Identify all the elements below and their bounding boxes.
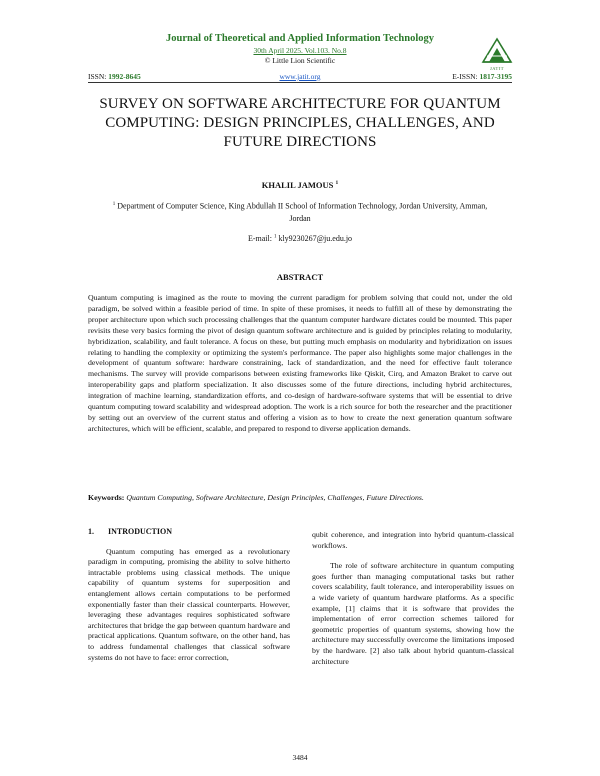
email-label: E-mail:	[247, 234, 272, 243]
abstract-heading: ABSTRACT	[276, 272, 324, 282]
affiliation-sup: 1	[112, 202, 116, 207]
keywords-label: Keywords:	[88, 493, 125, 502]
author-email	[0, 234, 600, 243]
issn-value: 1992-8645	[108, 72, 141, 81]
section-heading-introduction	[88, 527, 290, 538]
journal-name: Journal of Theoretical and Applied Information Technology	[166, 33, 434, 44]
section-title: INTRODUCTION	[108, 527, 173, 536]
eissn	[452, 72, 512, 81]
email-value[interactable]: kly9230267@ju.edu.jo	[278, 234, 353, 243]
affiliation-text: Department of Computer Science, King Abdullah II School of Information Technology, Jordan University, Amman, Jordan	[117, 201, 488, 223]
intro-paragraph-2: The role of software architecture in quantum computing goes further than managing computational tasks but rather covers scalability, fault tolerance, and interoperability issues on a wide variety of quantum hardware platforms. As a specific example, [1] claims that it is software that provides the implementation of error correction schemes tailored for geometric properties of quantum systems, showing how the architecture may successfully overcome the limitations imposed by the hardware. [2] also talk about hybrid quantum-classical architecture	[312, 561, 514, 666]
affiliation	[110, 199, 490, 225]
journal-url-link[interactable]: www.jatit.org	[279, 72, 321, 81]
keywords-text: Quantum Computing, Software Architecture, Design Principles, Challenges, Future Directions.	[126, 493, 424, 502]
paper-title: SURVEY ON SOFTWARE ARCHITECTURE FOR QUANTUM COMPUTING: DESIGN PRINCIPLES, CHALLENGES, AND FUTURE DIRECTIONS	[99, 96, 501, 150]
intro-paragraph-1-continued: qubit coherence, and integration into hybrid quantum-classical workflows.	[312, 530, 514, 550]
header-rule	[88, 82, 512, 83]
journal-date-volume: 30th April 2025. Vol.103. No.8	[253, 46, 347, 55]
author-name	[0, 180, 600, 190]
eissn-value: 1817-3195	[479, 72, 512, 81]
section-number: 1.	[88, 527, 94, 536]
author-sup: 1	[335, 180, 339, 187]
keywords	[88, 493, 512, 504]
journal-copyright: © Little Lion Scientific	[264, 56, 336, 65]
issn-label: ISSN:	[88, 72, 107, 81]
intro-paragraph-1: Quantum computing has emerged as a revolutionary paradigm in computing, promising the ability to solve hitherto intractable problems using classical methods. The unique capability of quantum systems for superposition and entanglement allows certain computations to be performed exponentially faster than their classical counterparts. However, leveraging these advantages requires sophisticated software architectures that bridge the gap between quantum hardware and practical applications. Quantum software, on the other hand, has to address fundamental challenges that classical software systems do not have to face: error correction,	[88, 546, 290, 662]
eissn-label: E-ISSN:	[452, 72, 478, 81]
left-column	[88, 527, 290, 663]
author-name-text: KHALIL JAMOUS	[261, 180, 334, 190]
email-sup: 1	[273, 234, 277, 240]
journal-logo-text: JATIT	[490, 66, 504, 71]
right-column	[312, 530, 514, 667]
abstract-text: Quantum computing is imagined as the route to moving the current paradigm for problem solving that could not, under the old paradigm, be solved within a feasible period of time. In spite of these promises, it needs to fulfill all of these by demonstrating the proper architecture upon which such processing challenges that the quantum computer hardware dictates could be mounted. This paper revisits these very basics forming the pivot of design quantum software architecture and is guided by principles relating to modularity, hybridization, scalability, and fault tolerance. A focus on these, but putting much emphasis on modularity and hybridization on issues relating to handling the complexity or optimizing the system's performance. The paper also highlights some major challenges in the development of quantum software: hardware constraining, lack of standardization, and the need for effective fault tolerance mechanisms. The survey will provide comparisons between existing frameworks like Qiskit, Cirq, and Amazon Braket to carve out interoperability gaps and platform specialization. It also discusses some of the future directions, including hybrid architectures, integration of machine learning, standardization efforts, and co-design of hardware-software systems that will be essential to drive quantum computing toward scalability and widespread adoption. The work is a rich source for both the researcher and the practitioner by setting out an overview of the current status and offering a vision as to how to create the next generation quantum software architectures, which will be efficient, scalable, and prepared to respond to diverse application demands.	[88, 293, 512, 433]
journal-logo-icon	[480, 36, 514, 66]
page-number: 3484	[292, 753, 308, 762]
